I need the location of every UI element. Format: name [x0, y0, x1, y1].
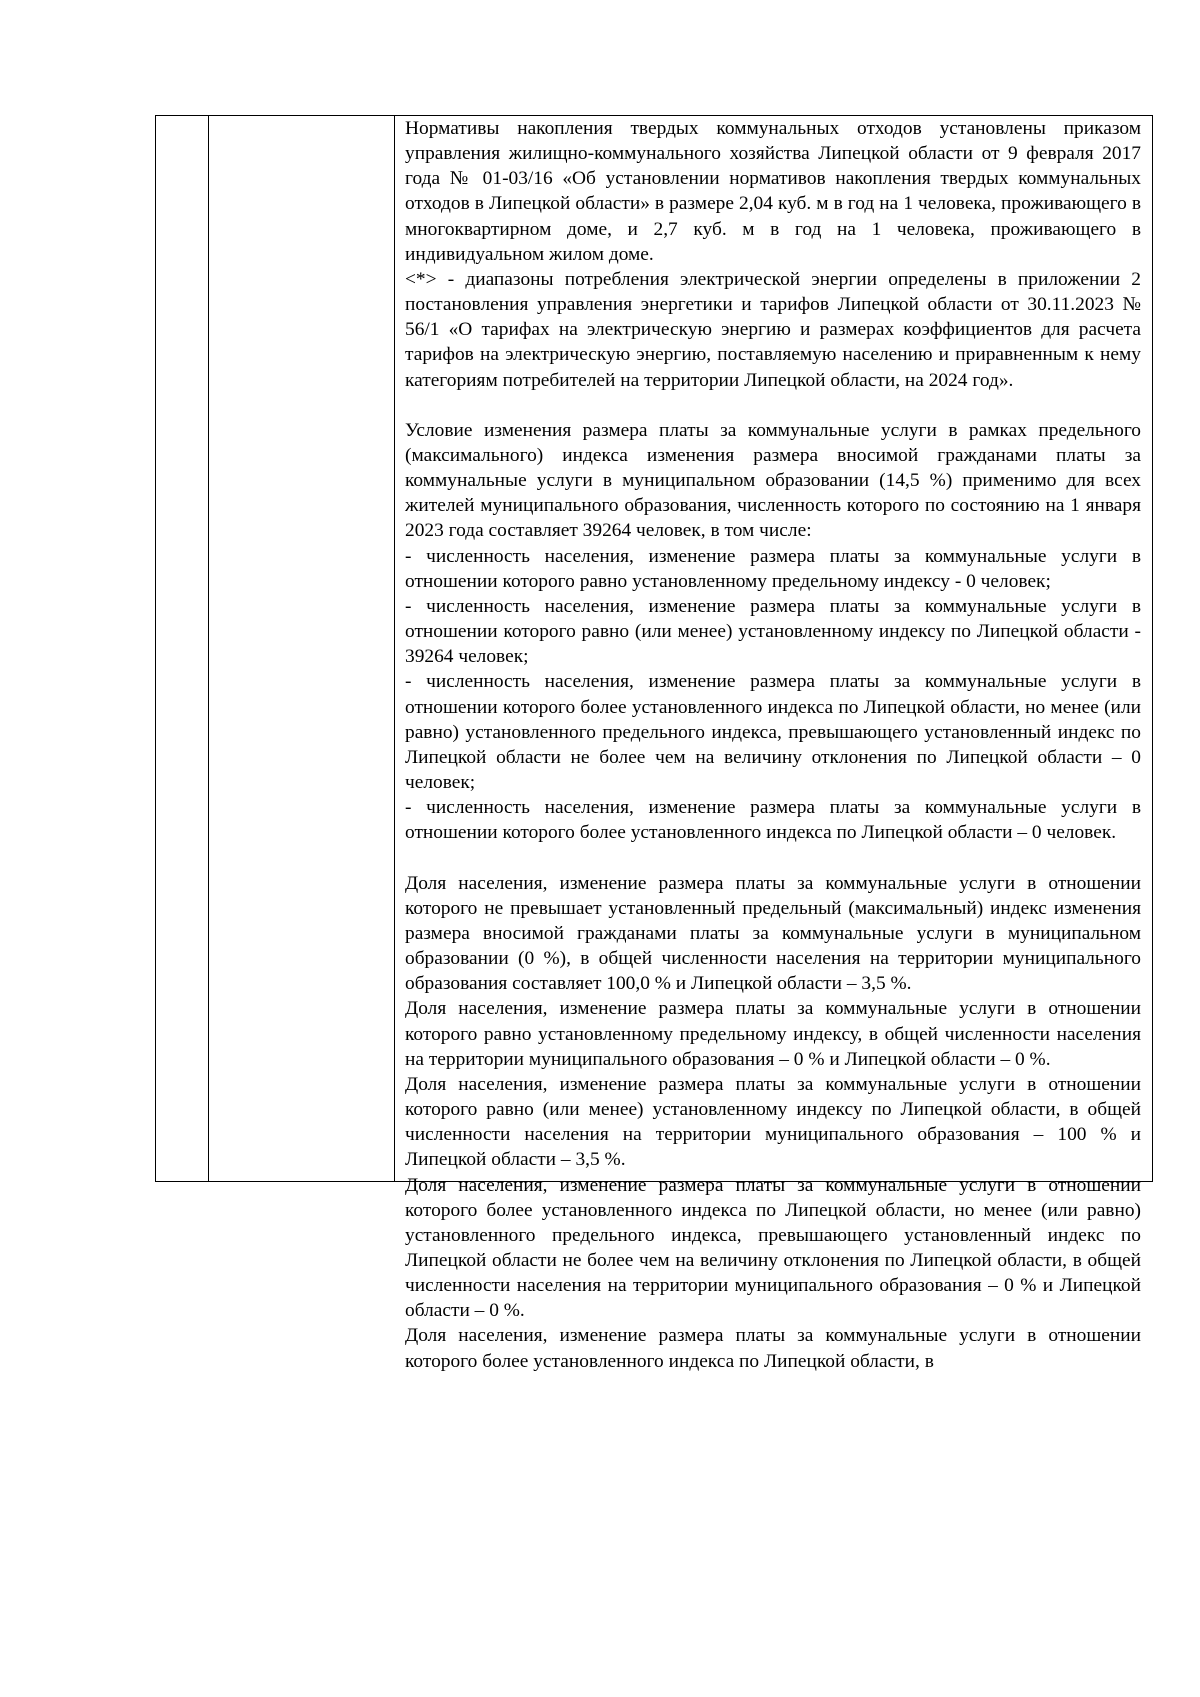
norms-paragraph: Нормативы накопления твердых коммунальных отходов установлены приказом управления жилищно-коммунального хозяйства Липецкой области от 9 февраля 2017 года № 01-03/16 «Об установлении нормативов накопления твердых коммунальных отходов в Липецкой области» в размере 2,04 куб. м в год на 1 человека, проживающего в многоквартирном доме, и 2,7 куб. м в год на 1 человека, проживающего в индивидуальном жилом доме.: [405, 118, 1141, 265]
paragraph-spacer: [405, 393, 1141, 418]
footnote-paragraph: <*> - диапазоны потребления электрической энергии определены в приложении 2 постановления управления энергетики и тарифов Липецкой области от 30.11.2023 № 56/1 «О тарифах на электрическую энергию и размерах коэффициентов для расчета тарифов на электрическую энергию, поставляемую населению и приравненным к нему категориям потребителей на территории Липецкой области, на 2024 год».: [405, 268, 1141, 391]
table-column-indicator: [209, 116, 395, 1181]
population-item: - численность населения, изменение размера платы за коммунальные услуги в отношении которого равно (или менее) установленному индексу по Липецкой области - 39264 человек;: [405, 595, 1141, 668]
share-paragraph: Доля населения, изменение размера платы за коммунальные услуги в отношении которого равно (или менее) установленному индексу по Липецкой области, в общей численности населения на территории муниципального образования – 100 % и Липецкой области – 3,5 %.: [405, 1073, 1141, 1171]
paragraph-spacer: [405, 846, 1141, 871]
population-item: - численность населения, изменение размера платы за коммунальные услуги в отношении которого равно установленному предельному индексу - 0 человек;: [405, 545, 1141, 592]
table-column-description: [395, 116, 1152, 1372]
share-paragraph: Доля населения, изменение размера платы за коммунальные услуги в отношении которого не превышает установленный предельный (максимальный) индекс изменения размера вносимой гражданами платы за коммунальные услуги в муниципальном образовании (0 %), в общей численности населения на территории муниципального образования составляет 100,0 % и Липецкой области – 3,5 %.: [405, 872, 1141, 995]
share-paragraph: Доля населения, изменение размера платы за коммунальные услуги в отношении которого равно установленному предельному индексу, в общей численности населения на территории муниципального образования – 0 % и Липецкой области – 0 %.: [405, 998, 1141, 1070]
table-column-number: [156, 116, 209, 1181]
share-paragraph: Доля населения, изменение размера платы за коммунальные услуги в отношении которого более установленного индекса по Липецкой области, но менее (или равно) установленного предельного индекса, превышающего установленный индекс по Липецкой области не более чем на величину отклонения по Липецкой области, в общей численности населения на территории муниципального образования – 0 % и Липецкой области – 0 %.: [405, 1174, 1141, 1322]
condition-paragraph: Условие изменения размера платы за коммунальные услуги в рамках предельного (максимального) индекса изменения размера вносимой гражданами платы за коммунальные услуги в муниципальном образовании (14,5 %) применимо для всех жителей муниципального образования, численность которого по состоянию на 1 января 2023 года составляет 39264 человек, в том числе:: [405, 419, 1141, 542]
population-item: - численность населения, изменение размера платы за коммунальные услуги в отношении которого более установленного индекса по Липецкой области, но менее (или равно) установленного предельного индекса, превышающего установленный индекс по Липецкой области не более чем на величину отклонения по Липецкой области – 0 человек;: [405, 671, 1141, 794]
population-item: - численность населения, изменение размера платы за коммунальные услуги в отношении которого более установленного индекса по Липецкой области – 0 человек.: [405, 797, 1141, 844]
share-paragraph: Доля населения, изменение размера платы за коммунальные услуги в отношении которого более установленного индекса по Липецкой области, в: [405, 1325, 1141, 1372]
document-table: [155, 115, 1153, 1372]
